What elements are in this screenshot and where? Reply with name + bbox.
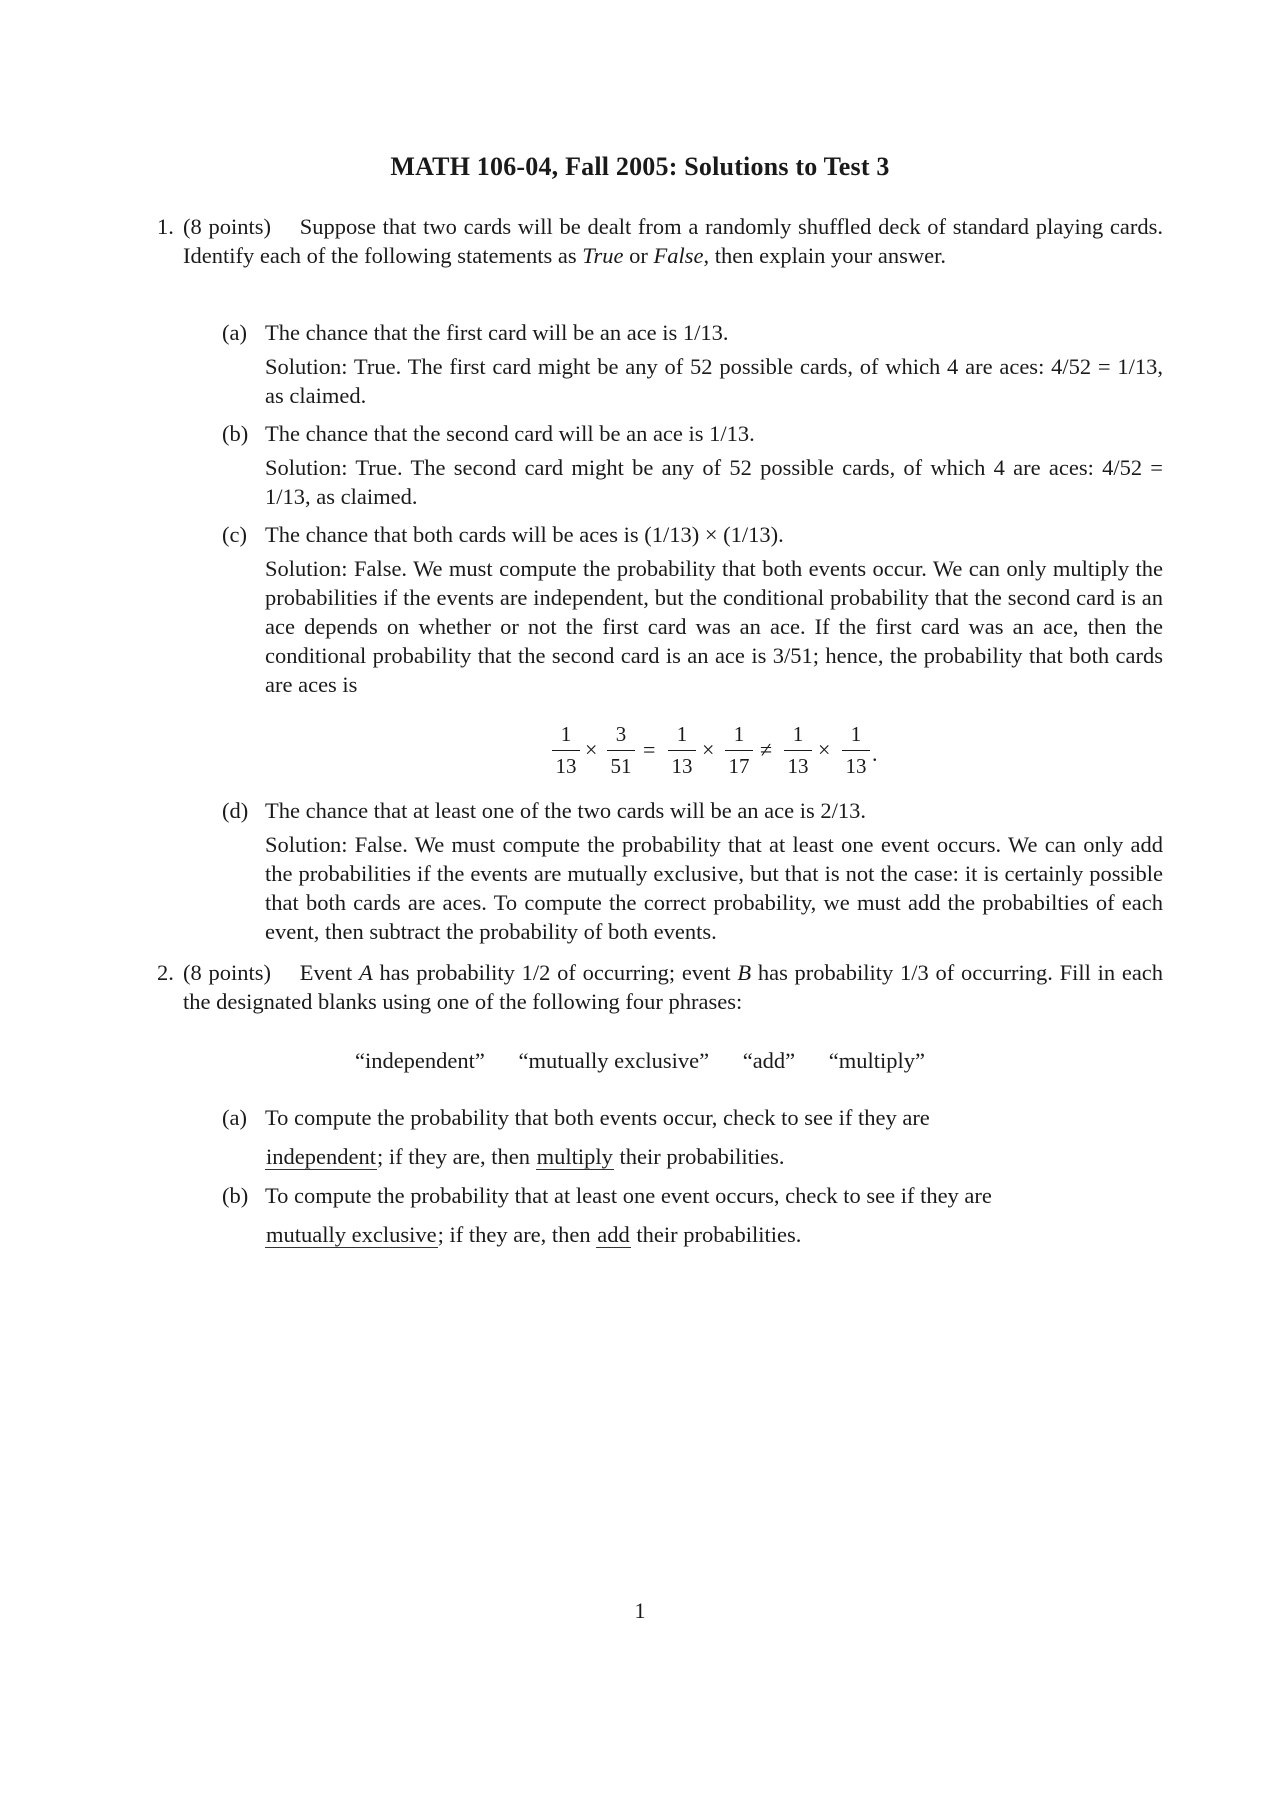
problem-number: 2. xyxy=(157,960,174,985)
times-symbol: × xyxy=(702,737,715,762)
item-statement: To compute the probability that at least one event occurs, check to see if they are xyxy=(265,1183,992,1208)
item-label: (a) xyxy=(222,1105,247,1130)
item-statement: The chance that the second card will be an ace is 1/13. xyxy=(265,421,755,446)
times-symbol: × xyxy=(585,737,598,762)
solution-1b: Solution: True. The second card might be any of 52 possible cards, of which 4 are aces: 4/52 = 1/13, as claimed. xyxy=(265,455,1163,509)
not-equal-symbol: ≠ xyxy=(760,737,773,762)
blank-answer: add xyxy=(597,1222,630,1247)
event-a: A xyxy=(358,960,373,985)
phrase-multiply: “multiply” xyxy=(828,1048,926,1073)
fraction: 1 13 xyxy=(842,722,870,779)
equals-symbol: = xyxy=(643,737,656,762)
problem-points: (8 points) xyxy=(183,960,271,985)
fraction: 1 13 xyxy=(552,722,580,779)
fraction: 1 13 xyxy=(668,722,696,779)
problem-2-intro: 2. (8 points) Event A has probability 1/2 of occurring; event B has probability 1/3 of occurring. Fill in each the designated blanks using one of the following four phrases: xyxy=(157,960,1164,1014)
item-label: (b) xyxy=(222,1183,249,1208)
problem-points: (8 points) xyxy=(183,214,271,239)
keyword-true: True xyxy=(582,243,624,268)
page-title: MATH 106-04, Fall 2005: Solutions to Test 3 xyxy=(390,152,890,181)
times-symbol: × xyxy=(818,737,831,762)
phrase-mutually-exclusive: “mutually exclusive” xyxy=(518,1048,710,1073)
event-b: B xyxy=(737,960,752,985)
fraction: 1 13 xyxy=(784,722,812,779)
item-statement: To compute the probability that both events occur, check to see if they are xyxy=(265,1105,930,1130)
item-statement: The chance that the first card will be an ace is 1/13. xyxy=(265,320,729,345)
phrase-list xyxy=(0,1048,1280,1074)
page-number: 1 xyxy=(634,1598,646,1623)
item-label: (a) xyxy=(222,320,247,345)
keyword-false: False xyxy=(653,243,704,268)
item-label: (c) xyxy=(222,522,247,547)
fraction: 1 17 xyxy=(725,722,753,779)
blank-answer: multiply xyxy=(536,1144,613,1169)
item-label: (b) xyxy=(222,421,249,446)
problem-intro: Suppose that two cards will be dealt from a randomly shuffled deck of standard playing cards. Identify each of the following statements as xyxy=(183,214,1164,268)
solution-1d: Solution: False. We must compute the probability that at least one event occurs. We can only add the probabilities if the events are mutually exclusive, but that is not the case: it is certainly possible that both cards are aces. To compute the correct probability, we must add the probabilties of each event, then subtract the probability of both events. xyxy=(265,832,1163,944)
fraction: 3 51 xyxy=(607,722,635,779)
solution-1a: Solution: True. The first card might be any of 52 possible cards, of which 4 are aces: 4/52 = 1/13, as claimed. xyxy=(265,354,1163,408)
blank-answer: independent xyxy=(266,1144,376,1169)
phrase-independent: “independent” xyxy=(354,1048,485,1073)
period: . xyxy=(872,741,878,766)
item-statement: The chance that at least one of the two cards will be an ace is 2/13. xyxy=(265,798,867,823)
item-statement: The chance that both cards will be aces is (1/13) × (1/13). xyxy=(265,522,784,547)
phrase-add: “add” xyxy=(742,1048,796,1073)
solution-1c: Solution: False. We must compute the probability that both events occur. We can only multiply the probabilities if the events are independent, but the conditional probability that the second card is an ace depends on whether or not the first card was an ace. If the first card was an ace, then the conditional probability that the second card is an ace is 3/51; hence, the probability that both cards are aces is xyxy=(265,556,1163,697)
problem-number: 1. xyxy=(157,214,174,239)
item-2a-blanks: independent; if they are, then multiply their probabilities. xyxy=(266,1144,785,1169)
item-label: (d) xyxy=(222,798,249,823)
item-2b-blanks: mutually exclusive; if they are, then add their probabilities. xyxy=(266,1222,802,1247)
problem-1-intro: 1. (8 points) Suppose that two cards will be dealt from a randomly shuffled deck of standard playing cards. Identify each of the following statements as True or False, then explain your answer. xyxy=(157,214,1164,268)
blank-answer: mutually exclusive xyxy=(266,1222,437,1247)
